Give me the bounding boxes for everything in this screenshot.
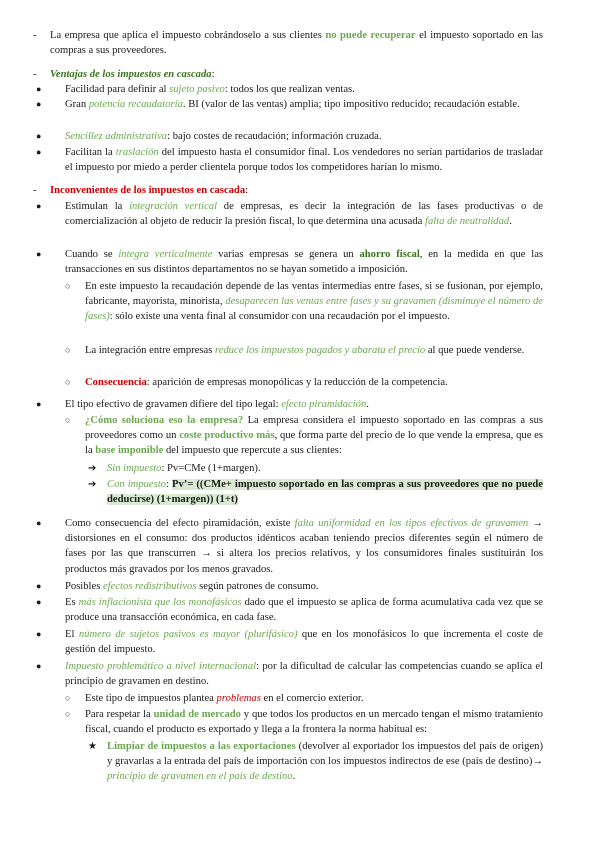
circle-marker: ○ [65,709,71,719]
bullet-marker: ● [36,99,42,109]
bullet-marker: ● [36,661,42,671]
dash-marker: - [33,69,37,80]
intro-text: La empresa que aplica el impuesto cobrándoselo a sus clientes no puede recuperar el impuesto soportado en las compras a sus proveedores. [50,30,544,57]
arrow-marker: ➔ [88,463,97,474]
bullet-marker: ● [36,629,42,639]
circle-marker: ○ [65,377,71,387]
bullet-marker: ● [36,201,42,211]
bullet-marker: ● [36,84,42,94]
circle-marker: ○ [65,345,71,355]
bullet-marker: ● [36,518,42,528]
inconvenientes-heading: Inconvenientes de los impuestos en cascada: [50,185,249,196]
circle-marker: ○ [65,693,71,703]
bullet-marker: ● [36,249,42,259]
dash-marker: - [33,30,37,41]
ventajas-heading: Ventajas de los impuestos en cascada: [50,69,215,80]
arrow-marker: ➔ [88,479,97,490]
bullet-marker: ● [36,597,42,607]
bullet-marker: ● [36,581,42,591]
circle-marker: ○ [65,415,71,425]
bullet-marker: ● [36,147,42,157]
circle-marker: ○ [65,281,71,291]
document-page: - La empresa que aplica el impuesto cobrándoselo a sus clientes no puede recuperar el impuesto soportado en las compras a sus proveedores. - Ventajas de los impuestos en cascada: ● Facilidad para definir al sujeto pasivo: todos los que realizan ventas. ● Gran potencia recaudatoria. BI (valor de las ventas) amplia; tipo impositivo reducido; recaudación estable. ● Sencillez administrativa: bajo costes de recaudación; información cruzada. ● Facilitan la traslación del impuesto hasta el consumidor final. Los vendedores no serían partidarios de trasladar el impuesto por miedo a perder clientela porque todos los competidores harían lo mismo. - Inconvenientes de los impuestos en cascada: ● Estimulan la integración vertical de empresas, es decir la integración de las fases productivas o de comercialización al objeto de reducir la presión fiscal, lo que determina una acusada falta de neutralidad. ● Cuando se integra verticalmente varias empresas se genera un ahorro fiscal, en la medida en que las transacciones en sus distintos departamentos no se hayan sometido a imposición. ○ En este impuesto la recaudación depende de las ventas intermedias entre fases, si se fusionan, por ejemplo, fabricante, mayorista, minorista, desaparecen las ventas entre fases y su gravamen (disminuye el número de fases): sólo existe una venta final al consumidor con una recaudación por el impuesto. ○ La integración entre empresas reduce los impuestos pagados y abarata el precio al que puede venderse. ○ Consecuencia: aparición de empresas monopólicas y la reducción de la competencia. ● El tipo efectivo de gravamen difiere del tipo legal: efecto piramidación. ○ ¿Cómo soluciona eso la empresa? La empresa considera el impuesto soportado en las compras a sus proveedores como un coste productivo más, que forma parte del precio de lo que vende la empresa, que es la base imponible del impuesto que repercute a sus clientes: ➔ Sin impuesto: Pv=CMe (1+margen). ➔ Con impuesto: Pv’= ((CMe+ impuesto soportado en las compras a sus proveedores que no puede deducirse) (1+margen)) (1+t) ● Como consecuencia del efecto piramidación, existe falta uniformidad en los tipos efectivos de gravamen → distorsiones en el consumo: dos productos idénticos acaban teniendo precios diferentes según el número de fases por las que transcurren → si altera los precios relativos, y los consumidores finales sustituirán los productos más gravados por los menos gravados. ● Posibles efectos redistributivos según patrones de consumo. ● Es más inflacionista que los monofásicos dado que el impuesto se aplica de forma acumulativa cada vez que se produce una transacción económica, en cada fase. ● El número de sujetos pasivos es mayor (plurifásico) que en los monofásicos lo que incrementa el coste de gestión del impuesto. ● Impuesto problemático a nivel internacional: por la dificultad de calcular las competencias cuando se aplica el principio de gravamen en destino. ○ Este tipo de impuestos plantea problemas en el comercio exterior. ○ Para respetar la unidad de mercado y que todos los productos en un mercado tengan el mismo tratamiento fiscal, cuando el producto es exportado y llega a la frontera la norma habitual es: ★ Limpiar de impuestos a las exportaciones (devolver al exportador los impuestos del país de origen) y gravarlas a la entrada del país de importación con los impuestos indirectos de ese (país de destino)→ principio de gravamen en el país de destino. [33,30,544,783]
bullet-marker: ● [36,399,42,409]
bullet-marker: ● [36,131,42,141]
dash-marker: - [33,185,37,196]
star-marker: ★ [88,741,97,752]
